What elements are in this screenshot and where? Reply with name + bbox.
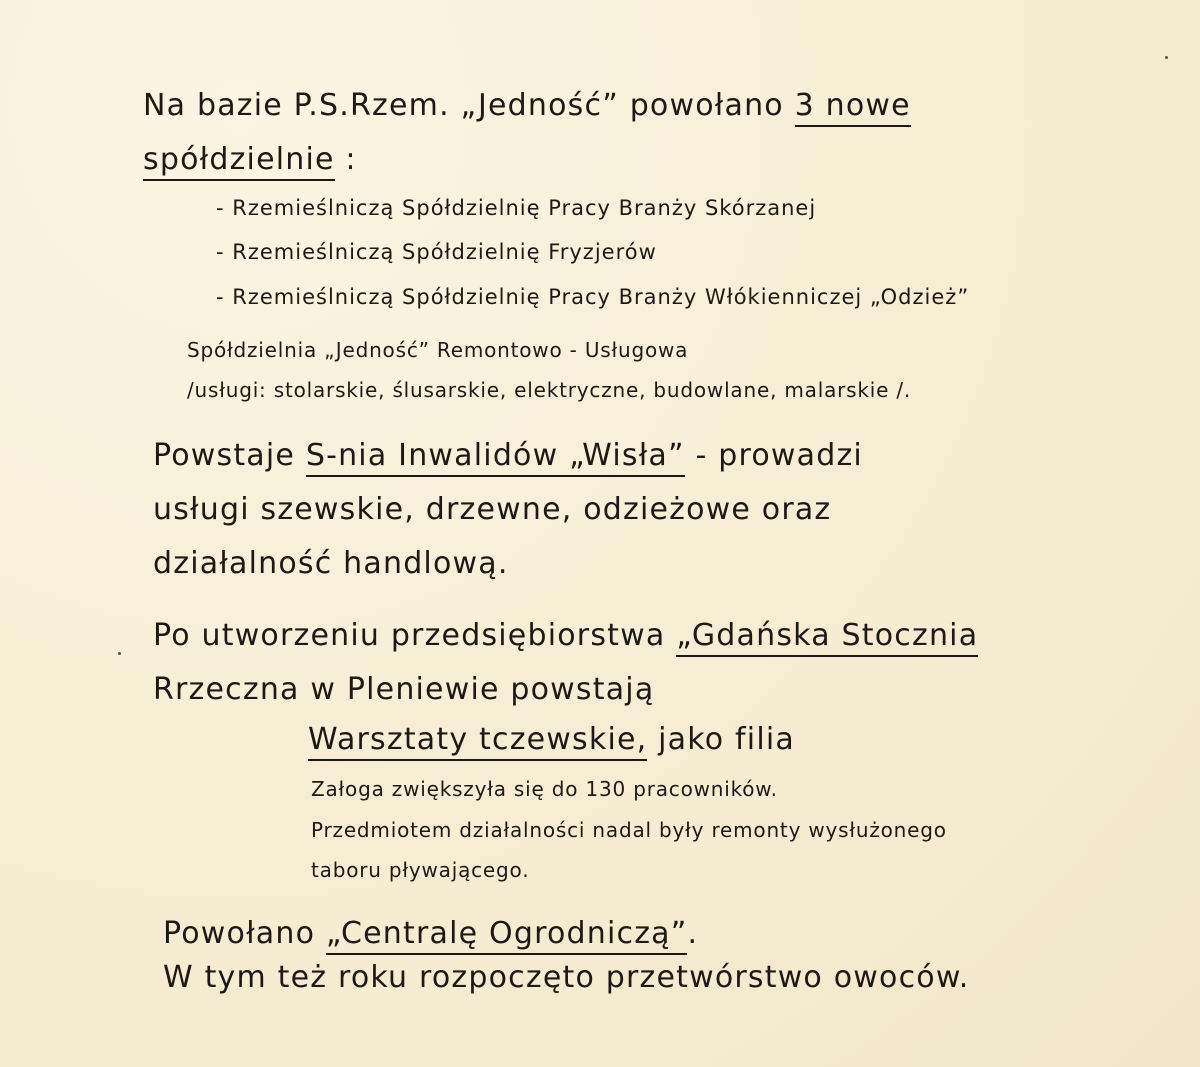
underlined-shipyard: „Gdańska Stocznia xyxy=(676,618,978,657)
underlined-cooperatives: spółdzielnie xyxy=(143,142,335,181)
workshop-note: taboru pływającego. xyxy=(311,858,530,882)
wisla-line-3: działalność handlową. xyxy=(153,546,509,581)
shipyard-line-1: Po utworzeniu przedsiębiorstwa „Gdańska Stocznia xyxy=(153,618,978,653)
list-item: - Rzemieślniczą Spółdzielnię Pracy Branży Skórzanej xyxy=(216,196,817,220)
heading-line-2: spółdzielnie : xyxy=(143,142,357,177)
paper-speck xyxy=(118,652,121,655)
wisla-line-2: usługi szewskie, drzewne, odzieżowe oraz xyxy=(153,492,832,527)
wisla-line-1: Powstaje S-nia Inwalidów „Wisła” - prowadzi xyxy=(153,438,863,473)
cooperative-title: Spółdzielnia „Jedność” Remontowo - Usługowa xyxy=(187,338,689,362)
workshop-line: Warsztaty tczewskie, jako filia xyxy=(308,722,795,757)
workshop-note: Przedmiotem działalności nadal były remonty wysłużonego xyxy=(311,818,947,842)
workshop-note: Załoga zwiększyła się do 130 pracowników. xyxy=(311,777,778,801)
list-item: - Rzemieślniczą Spółdzielnię Fryzjerów xyxy=(216,240,657,264)
underlined-garden: „Centralę Ogrodniczą” xyxy=(326,916,688,955)
paper-speck xyxy=(1165,56,1168,59)
garden-line-1: Powołano „Centralę Ogrodniczą”. xyxy=(163,916,698,951)
cooperative-services: /usługi: stolarskie, ślusarskie, elektryczne, budowlane, malarskie /. xyxy=(187,378,912,402)
underlined-wisla: S-nia Inwalidów „Wisła” xyxy=(306,438,685,477)
underlined-count: 3 nowe xyxy=(795,88,911,127)
shipyard-line-2: Rrzeczna w Pleniewie powstają xyxy=(153,672,655,707)
list-item: - Rzemieślniczą Spółdzielnię Pracy Branży Włókienniczej „Odzież” xyxy=(216,285,970,309)
garden-line-2: W tym też roku rozpoczęto przetwórstwo owoców. xyxy=(163,960,970,995)
underlined-workshop: Warsztaty tczewskie, xyxy=(308,722,647,761)
heading-line-1: Na bazie P.S.Rzem. „Jedność” powołano 3 nowe xyxy=(143,88,911,123)
